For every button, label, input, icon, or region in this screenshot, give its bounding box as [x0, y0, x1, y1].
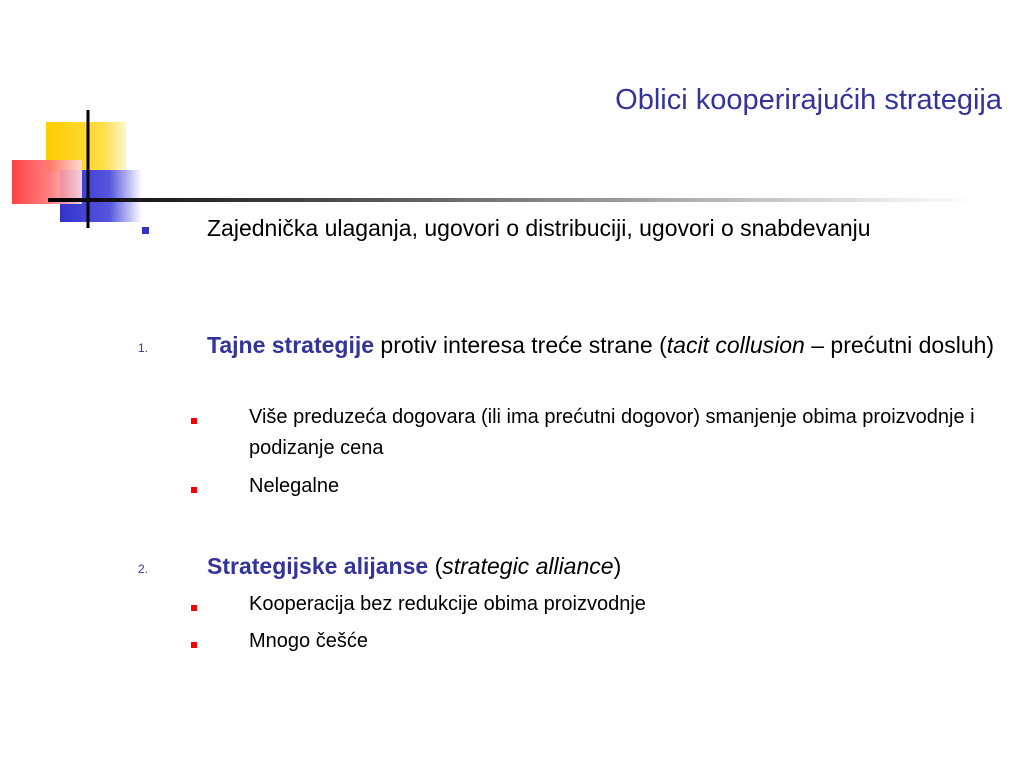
item-text: (	[428, 553, 443, 579]
bullet-square-red	[191, 642, 197, 648]
subitem-text: Kooperacija bez redukcije obima proizvodnje	[249, 593, 646, 615]
subitem-text: Mnogo češće	[249, 630, 368, 652]
subitem-text: Više preduzeća dogovara (ili ima prećutni dogovor) smanjenje obima proizvodnje i podizanje cena	[249, 406, 975, 459]
item-text: – prećutni dosluh)	[804, 332, 995, 358]
item-text: Zajednička ulaganja, ugovori o distribuciji, ugovori o snabdevanju	[207, 215, 871, 241]
list-number: 2.	[138, 562, 149, 576]
item-text: protiv interesa treće strane (	[374, 332, 667, 358]
list-subitem	[249, 471, 989, 502]
list-subitem	[249, 402, 989, 464]
bullet-square-red	[191, 487, 197, 493]
italic-term: strategic alliance	[442, 553, 614, 579]
bullet-square-blue	[142, 227, 149, 234]
list-item	[207, 211, 997, 246]
list-subitem	[249, 626, 989, 657]
italic-term: tacit collusion	[666, 332, 805, 358]
slide-title: Oblici kooperirajućih strategija	[615, 84, 1002, 116]
list-item	[207, 549, 997, 584]
key-term: Tajne strategije	[207, 332, 375, 358]
list-number: 1.	[138, 341, 149, 355]
bullet-square-red	[191, 418, 197, 424]
list-subitem	[249, 589, 989, 620]
list-item	[207, 328, 997, 363]
subitem-text: Nelegalne	[249, 475, 340, 497]
key-term: Strategijske alijanse	[207, 553, 429, 579]
item-text: )	[613, 553, 622, 579]
bullet-square-red	[191, 605, 197, 611]
